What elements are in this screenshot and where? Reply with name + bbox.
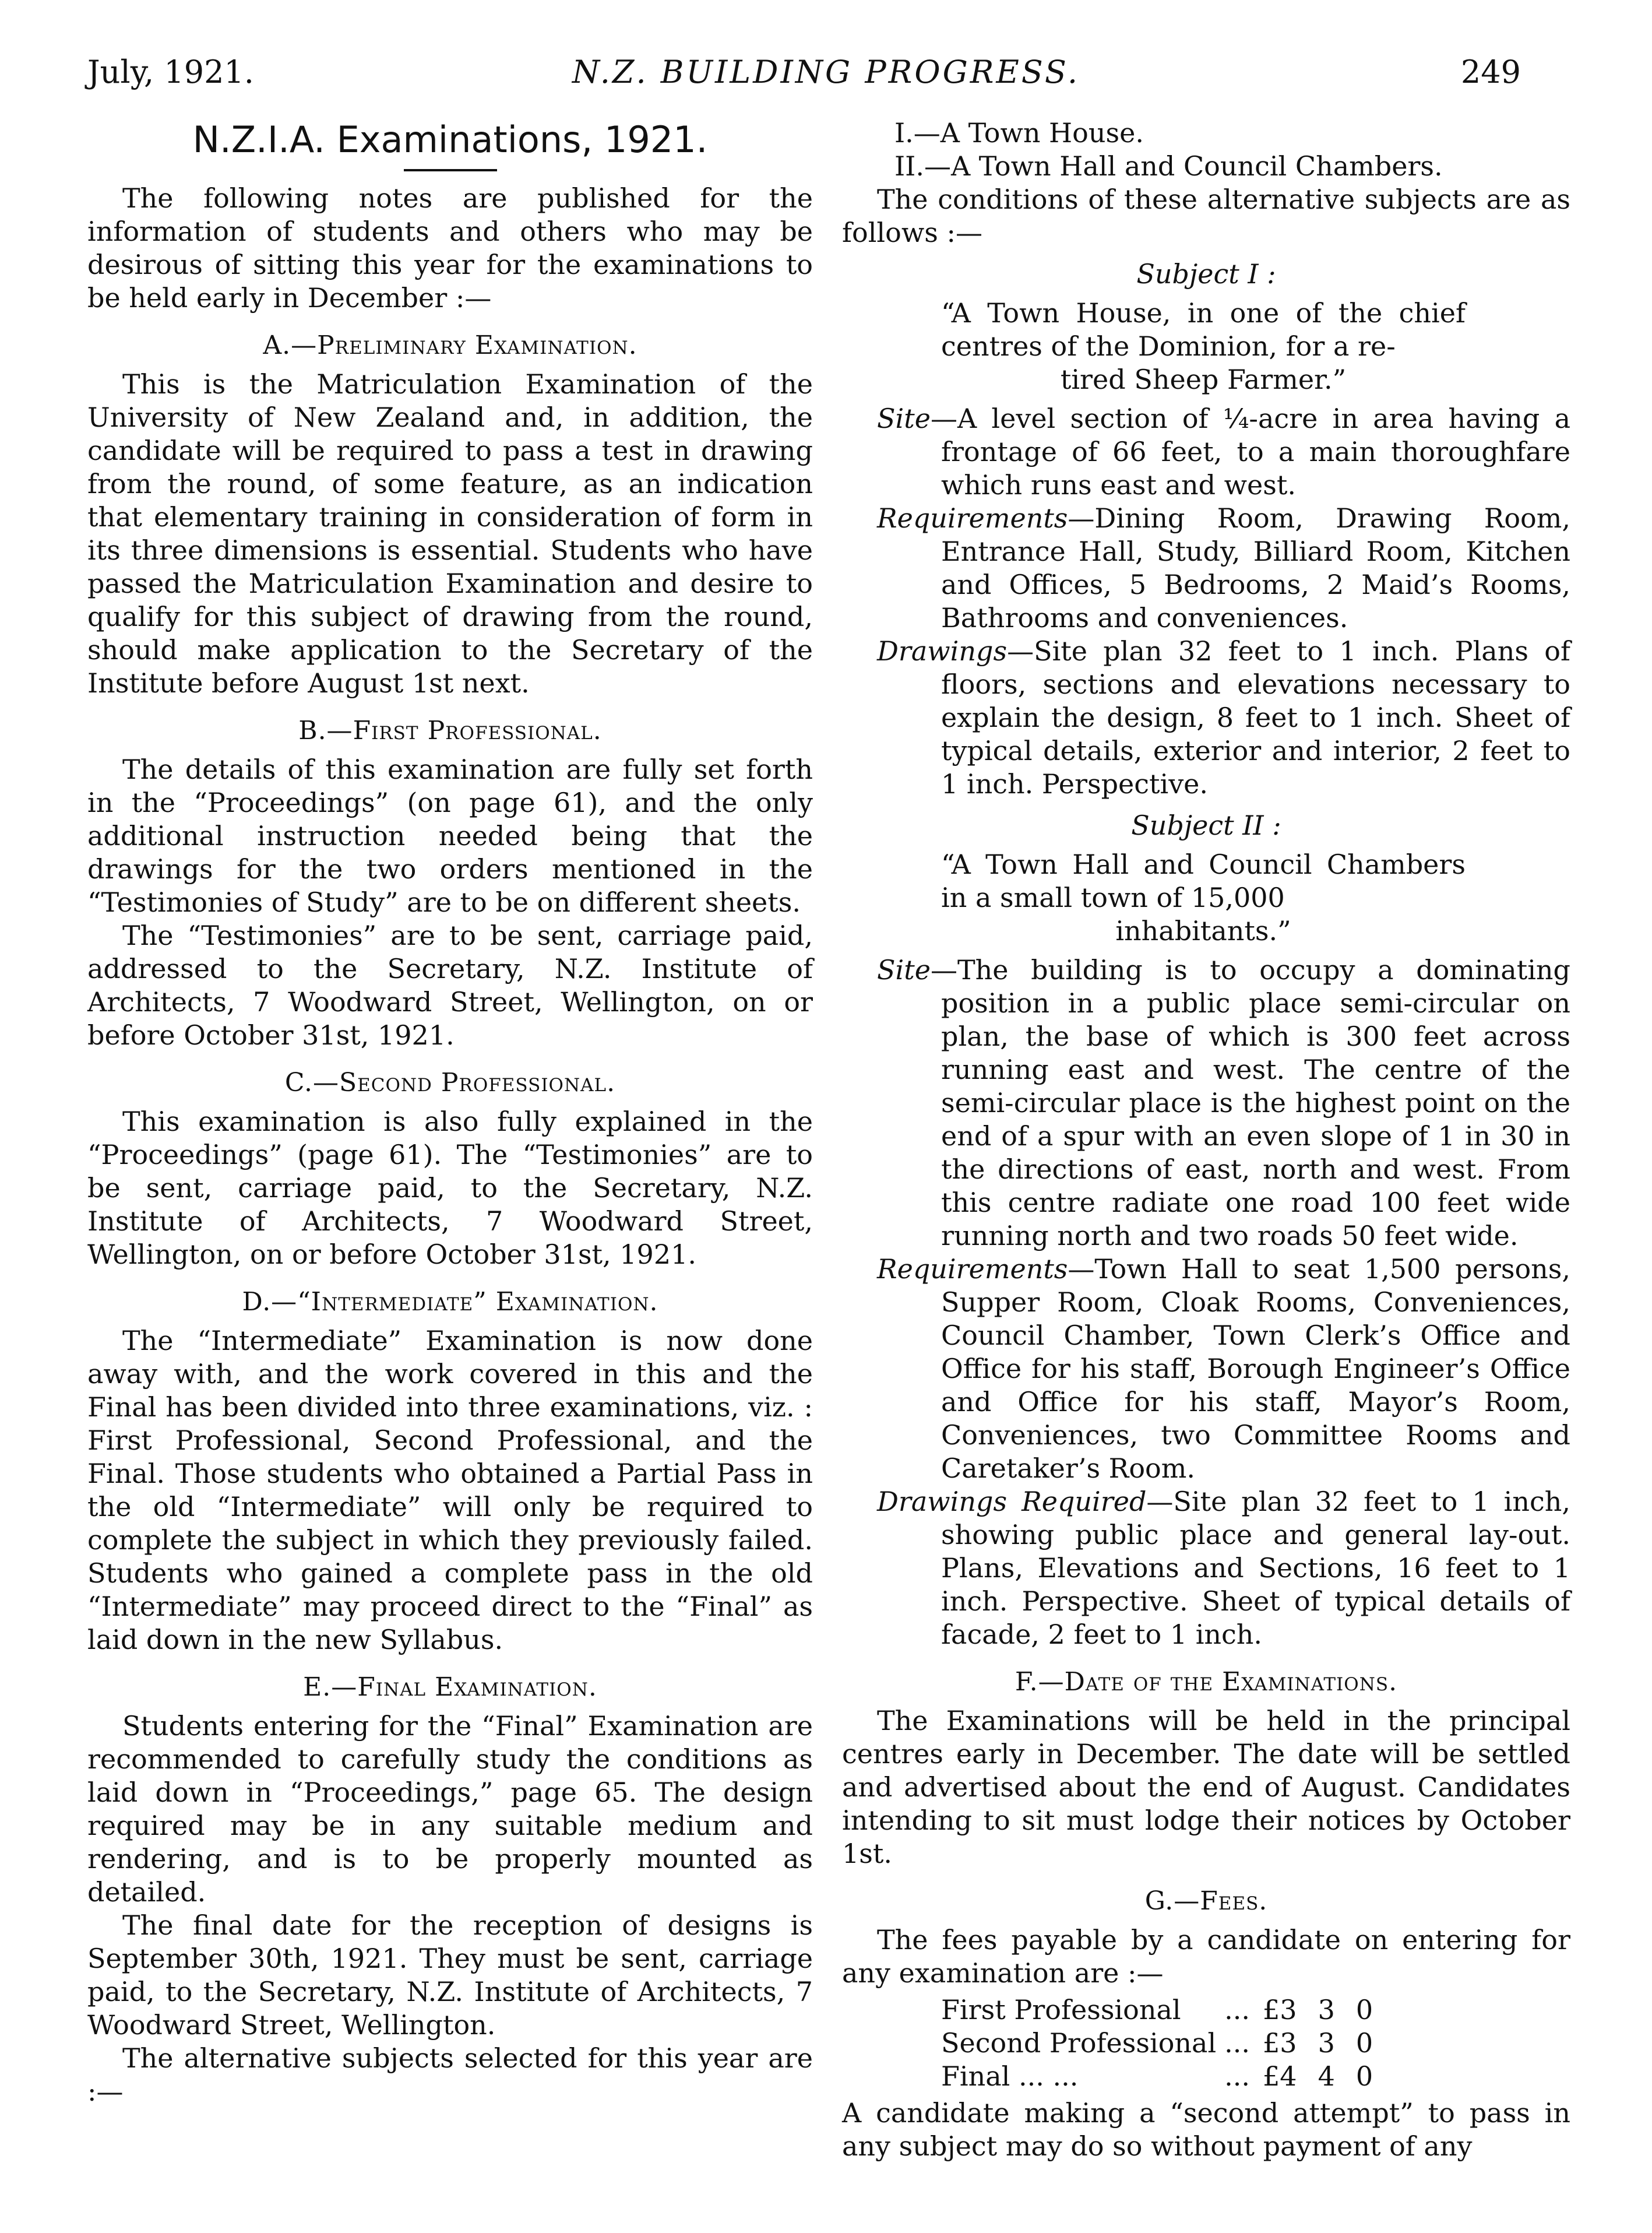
section-b-paragraph-1: The details of this examination are fully set forth in the “Proceedings” (on page 61), and the only additional instruction needed being that the drawings for the two orders mentioned in the “Testimonies of Study” are to be on different sheets. (87, 754, 813, 918)
subject-1-quote-last: tired Sheep Farmer.” (1060, 364, 1347, 395)
fees-intro: The fees payable by a candidate on entering for any examination are :— (842, 1924, 1570, 1989)
section-e-title: Final Examination. (357, 1672, 597, 1702)
header-date: July, 1921. (87, 54, 254, 90)
section-b-prefix: B.— (298, 716, 353, 745)
section-e-paragraph-2: The final date for the reception of designs is September 30th, 1921. They must be sent, carriage paid, to the Secretary, N.Z. Institute of Architects, 7 Woodward Street, Wellington. (87, 1910, 813, 2041)
alternative-subject-2: II.—A Town Hall and Council Chambers. (894, 150, 1443, 182)
section-a-title: Preliminary Examination. (317, 330, 637, 360)
subject-2-requirements (842, 1253, 1570, 1485)
fee-pence: 0 (1355, 2060, 1373, 2092)
subject-1-site (842, 402, 1570, 502)
conditions-intro: The conditions of these alternative subjects are as follows :— (842, 184, 1570, 248)
section-b-title: First Professional. (353, 716, 602, 745)
fee-leader: ... (1224, 1994, 1251, 2025)
subject-1-quote-main: “A Town House, in one of the chief centres of the Dominion, for a re- (941, 297, 1466, 362)
fee-shillings: 3 (1318, 1994, 1335, 2025)
fee-pounds: £3 (1263, 2027, 1297, 2059)
subject-2-requirements-label: Requirements (877, 1253, 1068, 1285)
subject-1-requirements-label: Requirements (877, 502, 1068, 534)
subject-1-requirements (842, 502, 1570, 635)
subject-2-quote (941, 848, 1466, 948)
fee-shillings: 4 (1318, 2060, 1335, 2092)
fee-pounds: £3 (1263, 1994, 1297, 2025)
section-c-title: Second Professional. (339, 1068, 616, 1098)
fees-row (941, 1993, 1381, 2027)
section-b-paragraph-2: The “Testimonies” are to be sent, carriage paid, addressed to the Secretary, N.Z. Institute of Architects, 7 Woodward Street, Wellington, on or before October 31st, 1921. (87, 920, 813, 1051)
fees-row (941, 2027, 1381, 2060)
subject-1-site-label: Site (877, 403, 931, 434)
subject-2-drawings-text: —Site plan 32 feet to 1 inch, showing public place and general lay-out. Plans, Elevations and Sections, 16 feet to 1 inch. Perspective. Sheet of typical details of facade, 2 feet to 1 inch. (941, 1486, 1570, 1650)
section-f-prefix: F.— (1015, 1667, 1065, 1697)
subject-1-quote (941, 297, 1466, 396)
section-e-prefix: E.— (303, 1672, 358, 1702)
section-d-title: “Intermediate” Examination. (297, 1287, 658, 1317)
section-a-heading (87, 329, 813, 362)
subject-1-drawings-text: —Site plan 32 feet to 1 inch. Plans of floors, sections and elevations necessary to explain the design, 8 feet to 1 inch. Sheet of typical details, exterior and interior, 2 feet to 1 inch. Perspective. (941, 635, 1570, 800)
title-rule (404, 169, 497, 171)
fee-leader: ... (1224, 2027, 1251, 2059)
fee-leader: ... (1224, 2060, 1251, 2092)
subject-2-heading: Subject II : (1131, 810, 1281, 841)
subject-2-site-label: Site (877, 954, 931, 986)
subject-1-site-text: —A level section of ¼-acre in area having a frontage of 66 feet, to a main thoroughfare which runs east and west. (930, 403, 1570, 501)
fees-table (941, 1993, 1381, 2093)
subject-2-drawings-label: Drawings Required (877, 1486, 1147, 1517)
header-page-number: 249 (1460, 54, 1521, 90)
fee-exam: Final ... ... (941, 2060, 1079, 2092)
fee-pounds: £4 (1263, 2060, 1297, 2092)
article-title: N.Z.I.A. Examinations, 1921. (192, 118, 708, 161)
subject-2-site (842, 954, 1570, 1253)
right-column (842, 117, 1570, 2163)
section-c-heading (87, 1066, 813, 1099)
fees-closing: A candidate making a “second attempt” to pass in any subject may do so without payment of any (842, 2097, 1570, 2162)
subject-2-site-text: —The building is to occupy a dominating position in a public place semi-circular on plan, the base of which is 300 feet across running east and west. The centre of the semi-circular place is the highest point on the end of a spur with an even slope of 1 in 30 in the directions of east, north and west. From this centre radiate one road 100 feet wide running north and two roads 50 feet wide. (930, 954, 1570, 1251)
section-b-heading (87, 714, 813, 747)
fees-row (941, 2060, 1381, 2093)
section-f-title: Date of the Examinations. (1064, 1667, 1398, 1697)
section-f-heading (842, 1665, 1570, 1699)
section-e-paragraph-1: Students entering for the “Final” Examination are recommended to carefully study the conditions as laid down in “Proceedings,” page 65. The design required may be in any suitable medium and rendering, and is to be properly mounted as detailed. (87, 1710, 813, 1908)
section-c-paragraph: This examination is also fully explained in the “Proceedings” (page 61). The “Testimonies” are to be sent, carriage paid, to the Secretary, N.Z. Institute of Architects, 7 Woodward Street, Wellington, on or before October 31st, 1921. (87, 1106, 813, 1270)
alternative-subject-1: I.—A Town House. (894, 117, 1144, 149)
section-g-title: Fees. (1200, 1886, 1268, 1916)
fee-exam: Second Professional (941, 2027, 1217, 2059)
section-c-prefix: C.— (284, 1068, 340, 1098)
subject-2-drawings (842, 1485, 1570, 1651)
fee-pence: 0 (1355, 1994, 1373, 2025)
subject-2-quote-main: “A Town Hall and Council Chambers in a small town of 15,000 (941, 849, 1466, 913)
section-e-heading (87, 1671, 813, 1704)
fee-shillings: 3 (1318, 2027, 1335, 2059)
section-e-paragraph-3: The alternative subjects selected for this year are :— (87, 2042, 813, 2107)
section-d-prefix: D.— (242, 1287, 298, 1317)
fee-pence: 0 (1355, 2027, 1373, 2059)
header-journal-title: N.Z. BUILDING PROGRESS. (572, 54, 1080, 90)
section-d-paragraph: The “Intermediate” Examination is now done away with, and the work covered in this and the Final has been divided into three examinations, viz. : First Professional, Second Professional, and the Final. Those students who obtained a Partial Pass in the old “Intermediate” will only be required to complete the subject in which they previously failed. Students who gained a complete pass in the old “Intermediate” may proceed direct to the “Final” as laid down in the new Syllabus. (87, 1325, 813, 1655)
section-g-heading (842, 1884, 1570, 1918)
subject-1-requirements-text: —Dining Room, Drawing Room, Entrance Hall, Study, Billiard Room, Kitchen and Offices, 5 Bedrooms, 2 Maid’s Rooms, Bathrooms and conveniences. (941, 502, 1570, 634)
section-a-paragraph: This is the Matriculation Examination of the University of New Zealand and, in addition, the candidate will be required to pass a test in drawing from the round, of some feature, as an indication that elementary training in consideration of form in its three dimensions is essential. Students who have passed the Matriculation Examination and desire to qualify for this subject of drawing from the round, should make application to the Secretary of the Institute before August 1st next. (87, 368, 813, 699)
fee-exam: First Professional (941, 1994, 1181, 2025)
left-column (87, 117, 813, 2108)
subject-2-requirements-text: —Town Hall to seat 1,500 persons, Supper Room, Cloak Rooms, Conveniences, Council Chamber, Town Clerk’s Office and Office for his staff, Borough Engineer’s Office and Office for his staff, Mayor’s Room, Conveniences, two Committee Rooms and Caretaker’s Room. (941, 1253, 1570, 1484)
section-a-prefix: A.— (263, 330, 318, 360)
section-d-heading (87, 1285, 813, 1318)
subject-2-quote-last: inhabitants.” (1115, 915, 1291, 947)
intro-paragraph: The following notes are published for the information of students and others who may be desirous of sitting this year for the examinations to be held early in December :— (87, 182, 813, 314)
subject-1-drawings-label: Drawings (877, 635, 1008, 667)
subject-1-drawings (842, 635, 1570, 801)
section-g-prefix: G.— (1144, 1886, 1200, 1916)
subject-1-heading: Subject I : (1136, 258, 1276, 290)
section-f-paragraph: The Examinations will be held in the principal centres early in December. The date will be settled and advertised about the end of August. Candidates intending to sit must lodge their notices by October 1st. (842, 1705, 1570, 1869)
